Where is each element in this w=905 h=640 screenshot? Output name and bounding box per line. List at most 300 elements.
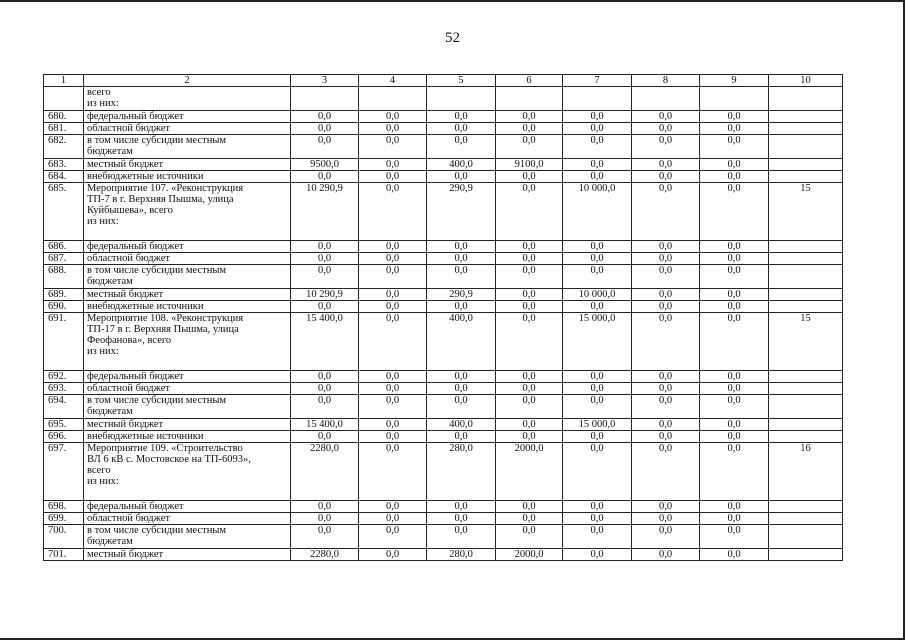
- value-cell: [769, 87, 843, 111]
- table-row: [44, 513, 843, 525]
- value-cell: 0,0: [427, 301, 496, 313]
- value-cell: [769, 395, 843, 419]
- value-cell: 0,0: [496, 123, 563, 135]
- table-header-row: [44, 75, 843, 87]
- value-cell: 0,0: [291, 383, 359, 395]
- table-row: [44, 313, 843, 371]
- description-line: областной бюджет: [87, 123, 170, 134]
- value-cell: 290,9: [427, 183, 496, 241]
- row-description: [84, 549, 291, 561]
- table-row: [44, 525, 843, 549]
- value-cell: 0,0: [427, 171, 496, 183]
- value-cell: 0,0: [632, 159, 700, 171]
- value-cell: 9100,0: [496, 159, 563, 171]
- value-cell: 0,0: [291, 501, 359, 513]
- row-number: 692.: [44, 371, 84, 383]
- value-cell: 0,0: [359, 549, 427, 561]
- value-cell: 0,0: [700, 419, 769, 431]
- value-cell: 0,0: [427, 513, 496, 525]
- value-cell: 0,0: [563, 431, 632, 443]
- table-row: [44, 501, 843, 513]
- row-number: 683.: [44, 159, 84, 171]
- table-row: [44, 383, 843, 395]
- value-cell: [496, 87, 563, 111]
- value-cell: 2280,0: [291, 549, 359, 561]
- value-cell: 0,0: [632, 289, 700, 301]
- value-cell: [769, 241, 843, 253]
- value-cell: 0,0: [359, 301, 427, 313]
- description-line: из них:: [87, 346, 119, 357]
- value-cell: 0,0: [632, 301, 700, 313]
- column-header: 10: [769, 75, 843, 87]
- value-cell: 0,0: [700, 183, 769, 241]
- value-cell: 15 400,0: [291, 419, 359, 431]
- description-line: Мероприятие 108. «Реконструкция: [87, 313, 244, 324]
- description-line: всего: [87, 465, 111, 476]
- value-cell: 0,0: [632, 171, 700, 183]
- column-header: 2: [84, 75, 291, 87]
- value-cell: [769, 111, 843, 123]
- value-cell: 0,0: [700, 123, 769, 135]
- row-number: 700.: [44, 525, 84, 549]
- row-number: 680.: [44, 111, 84, 123]
- column-header: 4: [359, 75, 427, 87]
- description-line: всего: [87, 87, 111, 98]
- table-row: [44, 135, 843, 159]
- value-cell: 0,0: [632, 549, 700, 561]
- description-line: местный бюджет: [87, 549, 164, 560]
- value-cell: 0,0: [427, 265, 496, 289]
- value-cell: 0,0: [359, 171, 427, 183]
- value-cell: 0,0: [496, 289, 563, 301]
- value-cell: 0,0: [359, 135, 427, 159]
- value-cell: 0,0: [700, 301, 769, 313]
- value-cell: 0,0: [700, 383, 769, 395]
- value-cell: 0,0: [632, 135, 700, 159]
- value-cell: 0,0: [700, 241, 769, 253]
- value-cell: 0,0: [700, 289, 769, 301]
- value-cell: 0,0: [427, 253, 496, 265]
- table-row: [44, 171, 843, 183]
- value-cell: 0,0: [359, 123, 427, 135]
- description-line: федеральный бюджет: [87, 371, 184, 382]
- value-cell: 0,0: [563, 265, 632, 289]
- value-cell: 0,0: [700, 111, 769, 123]
- description-line: внебюджетные источники: [87, 431, 204, 442]
- value-cell: 0,0: [359, 241, 427, 253]
- row-description: [84, 395, 291, 419]
- row-description: [84, 443, 291, 501]
- value-cell: 0,0: [359, 383, 427, 395]
- description-line: в том числе субсидии местным: [87, 395, 227, 406]
- row-description: [84, 123, 291, 135]
- value-cell: 15: [769, 183, 843, 241]
- value-cell: 280,0: [427, 549, 496, 561]
- value-cell: 0,0: [496, 395, 563, 419]
- value-cell: 0,0: [291, 241, 359, 253]
- value-cell: 0,0: [359, 419, 427, 431]
- value-cell: [769, 159, 843, 171]
- value-cell: [769, 431, 843, 443]
- value-cell: 0,0: [496, 135, 563, 159]
- value-cell: 0,0: [563, 301, 632, 313]
- row-number: 690.: [44, 301, 84, 313]
- value-cell: 0,0: [563, 171, 632, 183]
- value-cell: [769, 253, 843, 265]
- table-row: [44, 159, 843, 171]
- row-description: [84, 111, 291, 123]
- table-body: [44, 87, 843, 561]
- value-cell: 0,0: [496, 419, 563, 431]
- column-header: 8: [632, 75, 700, 87]
- value-cell: 0,0: [632, 253, 700, 265]
- value-cell: 0,0: [700, 253, 769, 265]
- row-number: 696.: [44, 431, 84, 443]
- value-cell: 2280,0: [291, 443, 359, 501]
- column-header: 9: [700, 75, 769, 87]
- value-cell: 0,0: [563, 135, 632, 159]
- column-header: 5: [427, 75, 496, 87]
- value-cell: [769, 513, 843, 525]
- table-row: [44, 443, 843, 501]
- value-cell: 0,0: [700, 431, 769, 443]
- table-row: [44, 265, 843, 289]
- value-cell: [769, 301, 843, 313]
- row-number: 685.: [44, 183, 84, 241]
- value-cell: 0,0: [291, 301, 359, 313]
- description-line: Куйбышева», всего: [87, 205, 173, 216]
- row-description: [84, 159, 291, 171]
- value-cell: 0,0: [291, 253, 359, 265]
- description-line: федеральный бюджет: [87, 111, 184, 122]
- column-header: 7: [563, 75, 632, 87]
- value-cell: 0,0: [427, 383, 496, 395]
- description-line: бюджетам: [87, 276, 133, 287]
- description-line: из них:: [87, 476, 119, 487]
- value-cell: 15 400,0: [291, 313, 359, 371]
- value-cell: 0,0: [496, 431, 563, 443]
- value-cell: 0,0: [563, 123, 632, 135]
- value-cell: 0,0: [632, 111, 700, 123]
- value-cell: 0,0: [632, 183, 700, 241]
- description-line: Мероприятие 109. «Строительство: [87, 443, 243, 454]
- value-cell: [769, 419, 843, 431]
- table-row: [44, 241, 843, 253]
- value-cell: 0,0: [359, 253, 427, 265]
- value-cell: 400,0: [427, 419, 496, 431]
- description-line: областной бюджет: [87, 383, 170, 394]
- value-cell: 400,0: [427, 313, 496, 371]
- row-description: [84, 241, 291, 253]
- value-cell: 0,0: [291, 135, 359, 159]
- value-cell: 0,0: [427, 111, 496, 123]
- budget-table: [43, 74, 843, 561]
- value-cell: 0,0: [700, 501, 769, 513]
- value-cell: 280,0: [427, 443, 496, 501]
- value-cell: 0,0: [427, 123, 496, 135]
- value-cell: 0,0: [359, 395, 427, 419]
- value-cell: 0,0: [700, 313, 769, 371]
- description-line: в том числе субсидии местным: [87, 265, 227, 276]
- value-cell: 0,0: [563, 395, 632, 419]
- value-cell: [700, 87, 769, 111]
- value-cell: 0,0: [291, 395, 359, 419]
- scan-edge-top: [0, 0, 905, 2]
- value-cell: 0,0: [496, 241, 563, 253]
- value-cell: 0,0: [563, 253, 632, 265]
- description-line: ТП-17 в г. Верхняя Пышма, улица: [87, 324, 239, 335]
- description-line: в том числе субсидии местным: [87, 525, 227, 536]
- value-cell: 0,0: [563, 443, 632, 501]
- value-cell: 0,0: [563, 383, 632, 395]
- value-cell: 0,0: [563, 501, 632, 513]
- description-line: из них:: [87, 98, 119, 109]
- value-cell: 9500,0: [291, 159, 359, 171]
- value-cell: 0,0: [359, 501, 427, 513]
- row-description: [84, 383, 291, 395]
- row-number: 699.: [44, 513, 84, 525]
- value-cell: 0,0: [700, 265, 769, 289]
- value-cell: 0,0: [563, 159, 632, 171]
- value-cell: [769, 549, 843, 561]
- description-line: Феофанова», всего: [87, 335, 172, 346]
- table-row: [44, 301, 843, 313]
- description-line: в том числе субсидии местным: [87, 135, 227, 146]
- description-line: местный бюджет: [87, 159, 164, 170]
- row-description: [84, 265, 291, 289]
- table-row: [44, 253, 843, 265]
- value-cell: 15 000,0: [563, 313, 632, 371]
- value-cell: 0,0: [632, 383, 700, 395]
- value-cell: 0,0: [563, 549, 632, 561]
- description-line: бюджетам: [87, 536, 133, 547]
- value-cell: 0,0: [563, 111, 632, 123]
- value-cell: 0,0: [700, 395, 769, 419]
- description-line: бюджетам: [87, 406, 133, 417]
- table-row: [44, 419, 843, 431]
- value-cell: 0,0: [291, 525, 359, 549]
- description-line: ТП-7 в г. Верхняя Пышма, улица: [87, 194, 234, 205]
- value-cell: 0,0: [563, 241, 632, 253]
- page-number: 52: [445, 30, 460, 46]
- value-cell: 0,0: [291, 123, 359, 135]
- column-header: 6: [496, 75, 563, 87]
- value-cell: 0,0: [359, 431, 427, 443]
- value-cell: [359, 87, 427, 111]
- value-cell: 0,0: [563, 525, 632, 549]
- value-cell: 0,0: [359, 443, 427, 501]
- table-row: [44, 87, 843, 111]
- row-description: [84, 513, 291, 525]
- row-description: [84, 301, 291, 313]
- value-cell: 0,0: [291, 171, 359, 183]
- row-number: 681.: [44, 123, 84, 135]
- value-cell: 0,0: [359, 159, 427, 171]
- value-cell: 0,0: [632, 513, 700, 525]
- value-cell: 0,0: [496, 313, 563, 371]
- table-row: [44, 371, 843, 383]
- value-cell: [769, 135, 843, 159]
- row-number: [44, 87, 84, 111]
- value-cell: 0,0: [359, 289, 427, 301]
- value-cell: 0,0: [496, 501, 563, 513]
- row-number: 697.: [44, 443, 84, 501]
- row-number: 694.: [44, 395, 84, 419]
- value-cell: 0,0: [291, 513, 359, 525]
- value-cell: 0,0: [427, 371, 496, 383]
- row-number: 695.: [44, 419, 84, 431]
- value-cell: [769, 123, 843, 135]
- value-cell: 0,0: [496, 183, 563, 241]
- table-row: [44, 549, 843, 561]
- description-line: внебюджетные источники: [87, 171, 204, 182]
- value-cell: 0,0: [427, 395, 496, 419]
- row-description: [84, 419, 291, 431]
- value-cell: 0,0: [496, 301, 563, 313]
- description-line: областной бюджет: [87, 513, 170, 524]
- row-description: [84, 87, 291, 111]
- value-cell: 0,0: [291, 265, 359, 289]
- description-line: внебюджетные источники: [87, 301, 204, 312]
- row-description: [84, 171, 291, 183]
- row-description: [84, 183, 291, 241]
- value-cell: 16: [769, 443, 843, 501]
- value-cell: 0,0: [427, 525, 496, 549]
- row-description: [84, 135, 291, 159]
- table-row: [44, 111, 843, 123]
- value-cell: 0,0: [496, 111, 563, 123]
- value-cell: 0,0: [632, 241, 700, 253]
- value-cell: 0,0: [496, 383, 563, 395]
- row-description: [84, 289, 291, 301]
- row-number: 689.: [44, 289, 84, 301]
- value-cell: 400,0: [427, 159, 496, 171]
- value-cell: 0,0: [700, 135, 769, 159]
- row-description: [84, 313, 291, 371]
- row-description: [84, 525, 291, 549]
- table-row: [44, 289, 843, 301]
- description-line: областной бюджет: [87, 253, 170, 264]
- value-cell: 0,0: [291, 111, 359, 123]
- value-cell: 0,0: [427, 241, 496, 253]
- value-cell: 0,0: [632, 313, 700, 371]
- value-cell: [769, 371, 843, 383]
- value-cell: 2000,0: [496, 443, 563, 501]
- row-number: 693.: [44, 383, 84, 395]
- table-row: [44, 183, 843, 241]
- value-cell: 0,0: [496, 525, 563, 549]
- value-cell: [769, 265, 843, 289]
- value-cell: 0,0: [359, 111, 427, 123]
- value-cell: 0,0: [359, 371, 427, 383]
- value-cell: 0,0: [563, 371, 632, 383]
- value-cell: 0,0: [700, 159, 769, 171]
- value-cell: 0,0: [632, 525, 700, 549]
- value-cell: 15: [769, 313, 843, 371]
- value-cell: [769, 171, 843, 183]
- table-row: [44, 123, 843, 135]
- description-line: федеральный бюджет: [87, 241, 184, 252]
- description-line: Мероприятие 107. «Реконструкция: [87, 183, 244, 194]
- value-cell: 10 000,0: [563, 289, 632, 301]
- value-cell: 0,0: [700, 171, 769, 183]
- row-description: [84, 371, 291, 383]
- value-cell: 0,0: [291, 371, 359, 383]
- row-number: 684.: [44, 171, 84, 183]
- value-cell: 15 000,0: [563, 419, 632, 431]
- value-cell: 0,0: [496, 265, 563, 289]
- row-description: [84, 501, 291, 513]
- value-cell: 0,0: [632, 419, 700, 431]
- value-cell: [427, 87, 496, 111]
- value-cell: [632, 87, 700, 111]
- description-line: ВЛ 6 кВ с. Мостовское на ТП-6093»,: [87, 454, 251, 465]
- row-description: [84, 253, 291, 265]
- value-cell: [769, 383, 843, 395]
- value-cell: 0,0: [359, 265, 427, 289]
- value-cell: [769, 525, 843, 549]
- value-cell: 0,0: [632, 443, 700, 501]
- value-cell: 10 290,9: [291, 183, 359, 241]
- description-line: местный бюджет: [87, 289, 164, 300]
- value-cell: 0,0: [359, 313, 427, 371]
- value-cell: 0,0: [700, 371, 769, 383]
- value-cell: 0,0: [359, 525, 427, 549]
- value-cell: 0,0: [632, 395, 700, 419]
- value-cell: 290,9: [427, 289, 496, 301]
- value-cell: 10 000,0: [563, 183, 632, 241]
- description-line: местный бюджет: [87, 419, 164, 430]
- value-cell: [563, 87, 632, 111]
- value-cell: 0,0: [359, 183, 427, 241]
- value-cell: 2000,0: [496, 549, 563, 561]
- value-cell: 0,0: [632, 431, 700, 443]
- value-cell: 0,0: [632, 123, 700, 135]
- value-cell: 0,0: [700, 513, 769, 525]
- table-row: [44, 395, 843, 419]
- description-line: бюджетам: [87, 146, 133, 157]
- value-cell: [769, 501, 843, 513]
- description-line: из них:: [87, 216, 119, 227]
- row-number: 701.: [44, 549, 84, 561]
- value-cell: 0,0: [496, 371, 563, 383]
- value-cell: 0,0: [632, 371, 700, 383]
- value-cell: 0,0: [359, 513, 427, 525]
- row-description: [84, 431, 291, 443]
- value-cell: 0,0: [427, 135, 496, 159]
- column-header: 3: [291, 75, 359, 87]
- value-cell: [291, 87, 359, 111]
- value-cell: 0,0: [291, 431, 359, 443]
- row-number: 686.: [44, 241, 84, 253]
- value-cell: 0,0: [427, 431, 496, 443]
- value-cell: 0,0: [496, 171, 563, 183]
- row-number: 682.: [44, 135, 84, 159]
- value-cell: 0,0: [496, 513, 563, 525]
- row-number: 687.: [44, 253, 84, 265]
- row-number: 688.: [44, 265, 84, 289]
- row-number: 698.: [44, 501, 84, 513]
- value-cell: 0,0: [700, 549, 769, 561]
- value-cell: [769, 289, 843, 301]
- row-number: 691.: [44, 313, 84, 371]
- value-cell: 0,0: [700, 525, 769, 549]
- value-cell: 0,0: [632, 265, 700, 289]
- table-row: [44, 431, 843, 443]
- description-line: федеральный бюджет: [87, 501, 184, 512]
- value-cell: 0,0: [427, 501, 496, 513]
- value-cell: 0,0: [496, 253, 563, 265]
